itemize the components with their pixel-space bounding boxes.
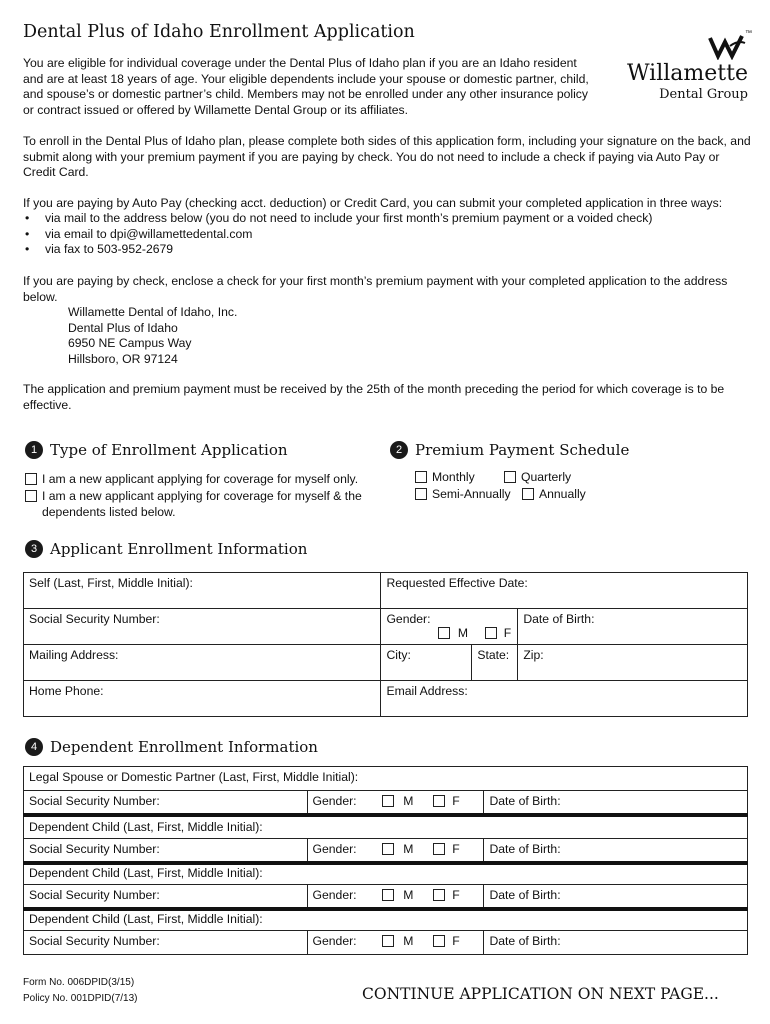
gender-m-checkbox[interactable] xyxy=(382,795,394,807)
continue-notice: CONTINUE APPLICATION ON NEXT PAGE... xyxy=(362,985,719,1003)
child-3-ssn-field[interactable]: Social Security Number: xyxy=(24,931,308,955)
willamette-w-icon xyxy=(708,32,746,60)
gender-f-checkbox[interactable] xyxy=(433,935,445,947)
section-1-heading xyxy=(25,440,288,460)
submission-methods-list xyxy=(23,211,652,258)
gender-m-checkbox[interactable] xyxy=(438,627,450,639)
email-address-field[interactable]: Email Address: xyxy=(381,681,748,717)
self-only-checkbox[interactable] xyxy=(25,473,37,485)
annually-option[interactable]: Annually xyxy=(522,487,586,503)
zip-field[interactable]: Zip: xyxy=(518,645,748,681)
semi-annually-checkbox[interactable] xyxy=(415,488,427,500)
section-number-badge: 1 xyxy=(25,441,43,459)
child-2-dob-field[interactable]: Date of Birth: xyxy=(484,885,748,909)
child-2-ssn-field[interactable]: Social Security Number: xyxy=(24,885,308,909)
quarterly-option[interactable]: Quarterly xyxy=(504,470,571,486)
form-numbers xyxy=(23,975,138,1007)
gender-m-checkbox[interactable] xyxy=(382,889,394,901)
applicant-dob-field[interactable]: Date of Birth: xyxy=(518,609,748,645)
child-2-gender-field: Gender: M F xyxy=(307,885,484,909)
list-item: • via mail to the address below (you do not need to include your first month’s premium payment or a voided check) xyxy=(25,211,653,225)
logo-subtitle: Dental Group xyxy=(659,87,748,102)
form-number: Form No. 006DPID(3/15) xyxy=(23,977,135,988)
page-title: Dental Plus of Idaho Enrollment Application xyxy=(23,22,415,42)
address-line: Hillsboro, OR 97124 xyxy=(68,351,178,366)
child-3-name-field[interactable]: Dependent Child (Last, First, Middle Initial): xyxy=(24,909,748,931)
address-line: Dental Plus of Idaho xyxy=(68,320,178,335)
address-line: Willamette Dental of Idaho, Inc. xyxy=(68,305,238,319)
section-3-heading xyxy=(25,539,307,559)
child-2-name-field[interactable]: Dependent Child (Last, First, Middle Initial): xyxy=(24,863,748,885)
section-title: Premium Payment Schedule xyxy=(415,441,630,459)
monthly-option[interactable]: Monthly xyxy=(415,470,475,486)
section-number-badge: 4 xyxy=(25,738,43,756)
gender-f-checkbox[interactable] xyxy=(433,843,445,855)
applicant-ssn-field[interactable]: Social Security Number: xyxy=(24,609,381,645)
section-4-heading xyxy=(25,737,318,757)
section-title: Applicant Enrollment Information xyxy=(50,540,308,558)
monthly-checkbox[interactable] xyxy=(415,471,427,483)
address-line: 6950 NE Campus Way xyxy=(68,336,192,350)
logo-name: Willamette xyxy=(626,61,748,86)
self-and-dependents-checkbox[interactable] xyxy=(25,490,37,502)
semi-annually-option[interactable]: Semi-Annually xyxy=(415,487,511,503)
list-item: • via fax to 503-952-2679 xyxy=(25,242,174,256)
section-title: Dependent Enrollment Information xyxy=(50,738,318,756)
child-1-gender-field: Gender: M F xyxy=(307,839,484,863)
eligibility-paragraph: You are eligible for individual coverage under the Dental Plus of Idaho plan if you are an Idaho resident and are at least 18 years of age. Your eligible dependents include your spouse or domestic partner, child, and spouse’s or domestic partner’s child. Members may not be enrolled under any other insurance policy or contract issued or offered by Willamette Dental Group or its affiliates. xyxy=(23,56,589,117)
home-phone-field[interactable]: Home Phone: xyxy=(24,681,381,717)
gender-f-checkbox[interactable] xyxy=(433,795,445,807)
gender-m-checkbox[interactable] xyxy=(382,843,394,855)
child-3-dob-field[interactable]: Date of Birth: xyxy=(484,931,748,955)
child-1-dob-field[interactable]: Date of Birth: xyxy=(484,839,748,863)
city-field[interactable]: City: xyxy=(381,645,472,681)
applicant-gender-field: Gender: M F xyxy=(381,609,518,645)
dependent-info-table xyxy=(23,766,748,955)
child-3-gender-field: Gender: M F xyxy=(307,931,484,955)
quarterly-checkbox[interactable] xyxy=(504,471,516,483)
spouse-dob-field[interactable]: Date of Birth: xyxy=(484,791,748,815)
list-item: • via email to dpi@willamettedental.com xyxy=(25,226,253,241)
section-number-badge: 3 xyxy=(25,540,43,558)
spouse-ssn-field[interactable]: Social Security Number: xyxy=(24,791,308,815)
child-1-ssn-field[interactable]: Social Security Number: xyxy=(24,839,308,863)
effective-date-field[interactable]: Requested Effective Date: xyxy=(381,573,748,609)
enroll-paragraph: To enroll in the Dental Plus of Idaho plan, please complete both sides of this application form, including your signature on the back, and submit along with your premium payment if you are paying by check. You do not need to include a check if paying via Auto Pay or Credit Card. xyxy=(23,134,751,179)
gender-f-checkbox[interactable] xyxy=(433,889,445,901)
annually-checkbox[interactable] xyxy=(522,488,534,500)
gender-m-checkbox[interactable] xyxy=(382,935,394,947)
autopay-paragraph: If you are paying by Auto Pay (checking acct. deduction) or Credit Card, you can submit your completed application in three ways: xyxy=(23,196,723,210)
self-only-option[interactable]: I am a new applicant applying for coverage for myself only. xyxy=(25,472,358,488)
section-2-heading xyxy=(390,440,629,460)
state-field[interactable]: State: xyxy=(472,645,518,681)
child-1-name-field[interactable]: Dependent Child (Last, First, Middle Initial): xyxy=(24,815,748,839)
self-name-field[interactable]: Self (Last, First, Middle Initial): xyxy=(24,573,381,609)
willamette-logo xyxy=(612,30,752,106)
applicant-info-table xyxy=(23,572,748,717)
deadline-paragraph: The application and premium payment must be received by the 25th of the month preceding the period for which coverage is to be effective. xyxy=(23,382,725,412)
policy-number: Policy No. 001DPID(7/13) xyxy=(23,993,138,1004)
gender-f-checkbox[interactable] xyxy=(485,627,497,639)
check-paragraph: If you are paying by check, enclose a check for your first month’s premium payment with your completed application to the address below. xyxy=(23,274,728,304)
spouse-name-field[interactable]: Legal Spouse or Domestic Partner (Last, First, Middle Initial): xyxy=(24,767,748,791)
mailing-address-block xyxy=(68,305,237,367)
spouse-gender-field: Gender: M F xyxy=(307,791,484,815)
section-title: Type of Enrollment Application xyxy=(50,441,288,459)
mailing-address-field[interactable]: Mailing Address: xyxy=(24,645,381,681)
trademark-mark: ™ xyxy=(745,30,752,37)
self-and-dependents-option[interactable]: I am a new applicant applying for coverage for myself & the dependents listed below. xyxy=(25,489,362,520)
section-number-badge: 2 xyxy=(390,441,408,459)
